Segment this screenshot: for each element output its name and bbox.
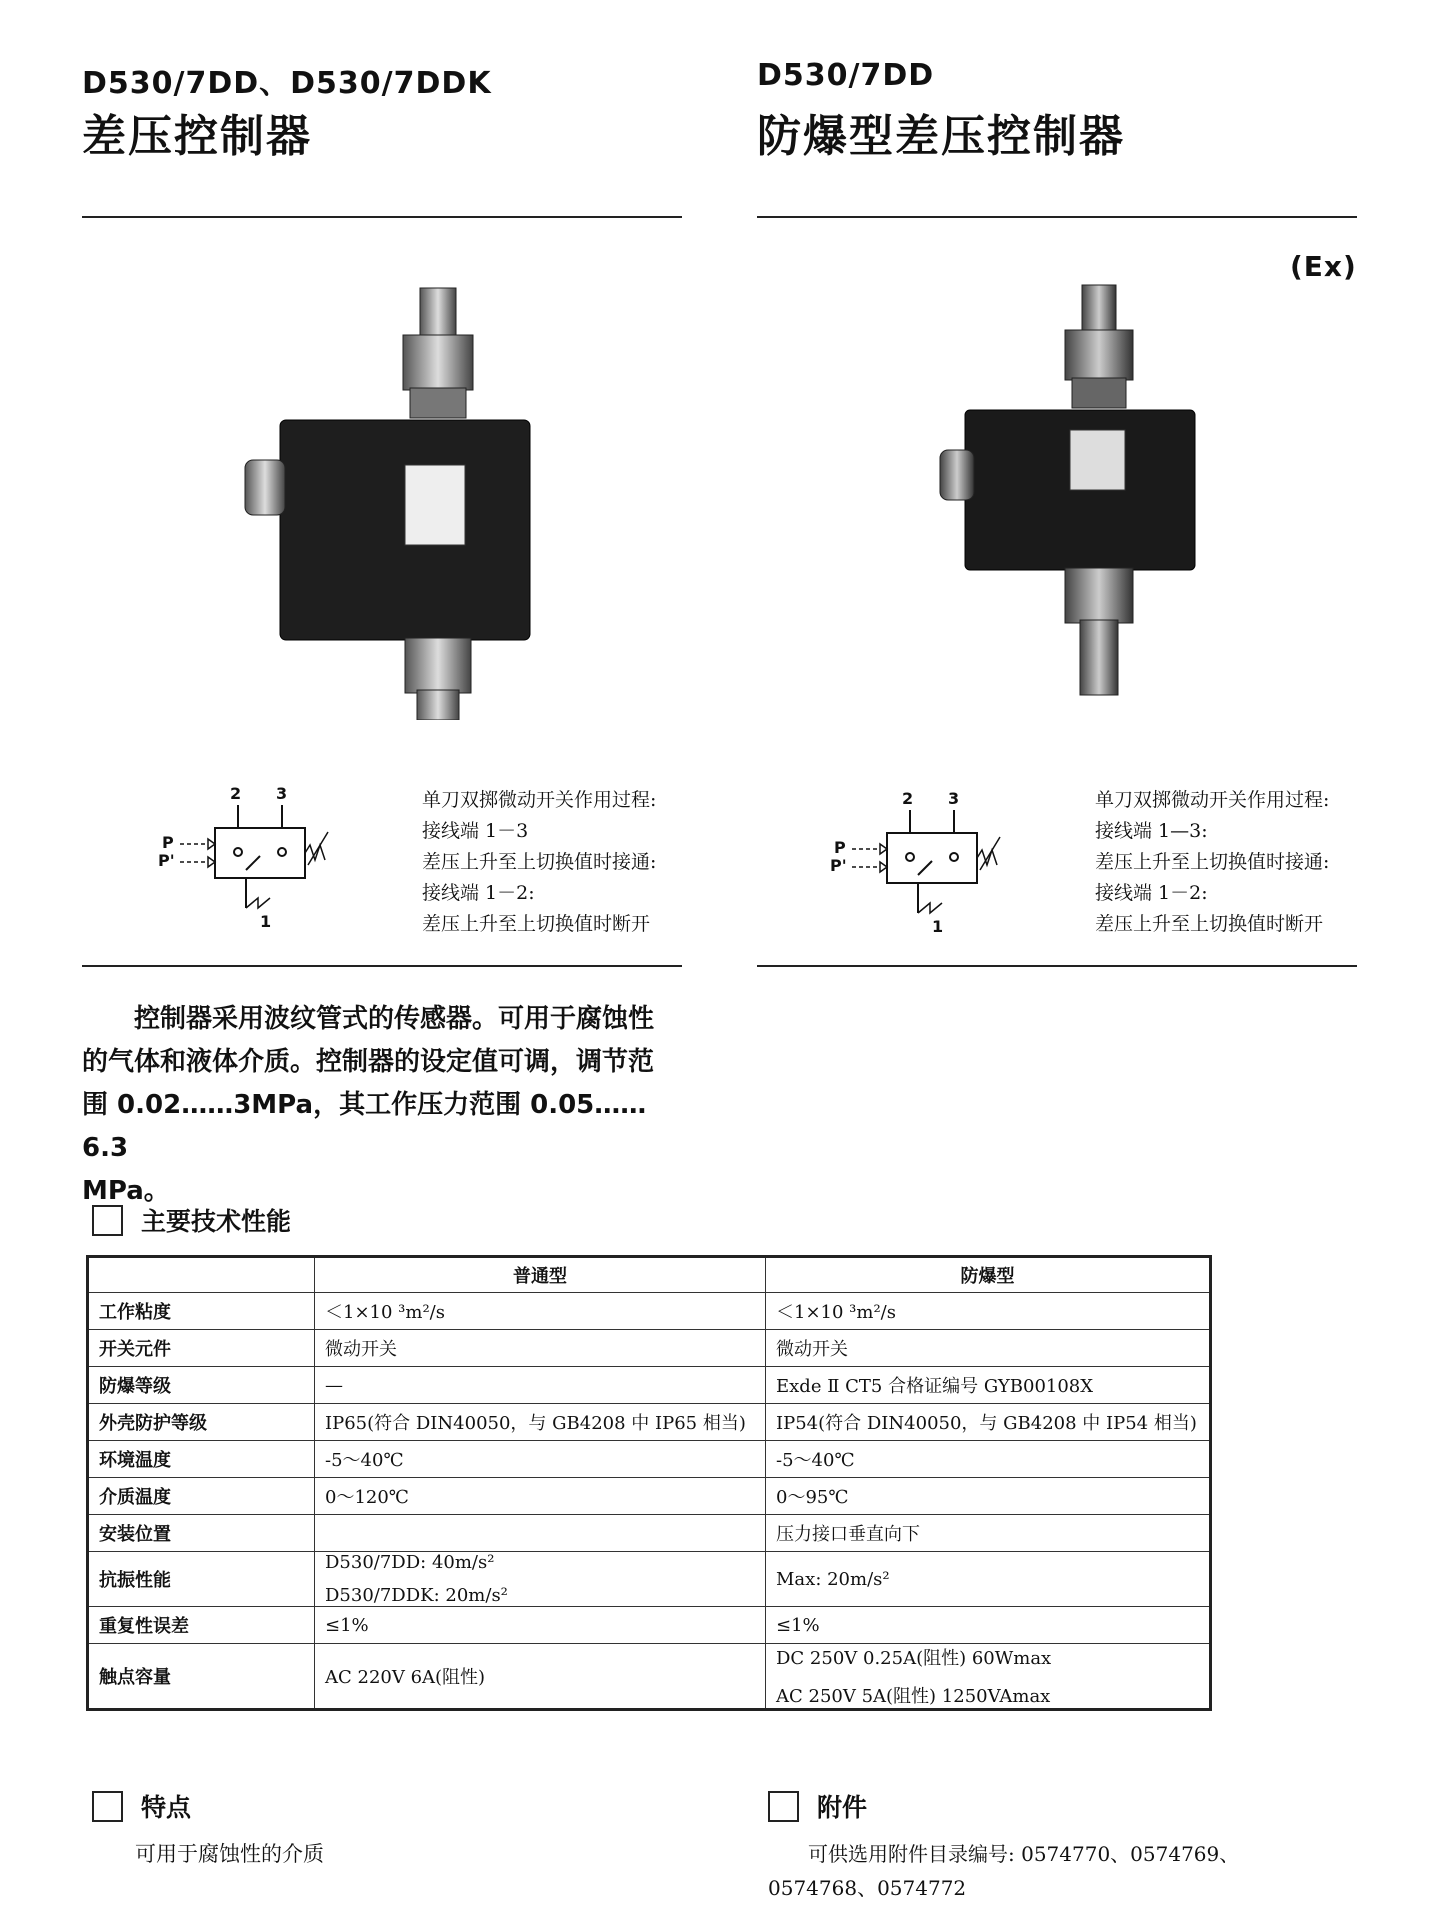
table-row xyxy=(88,1293,1211,1330)
pressure-p-label: P xyxy=(834,838,846,857)
spec-table xyxy=(86,1255,1212,1711)
intro-line: 围 0.02……3MPa，其工作压力范围 0.05……6.3 xyxy=(82,1090,647,1163)
left-caption-rule xyxy=(82,965,682,967)
accessories-text-line1: 可供选用附件目录编号: 0574770、0574769、 xyxy=(768,1842,1240,1866)
row-label: 开关元件 xyxy=(88,1330,315,1367)
cell-explosion-proof xyxy=(766,1330,1211,1367)
cell-explosion-proof xyxy=(766,1644,1211,1710)
intro-line: MPa。 xyxy=(82,1176,170,1206)
row-label: 环境温度 xyxy=(88,1441,315,1478)
row-label: 工作粘度 xyxy=(88,1293,315,1330)
terminal-2-label: 2 xyxy=(902,789,914,808)
cell-line: Max: 20m/s² xyxy=(776,1568,890,1590)
switch-symbol-right xyxy=(822,789,1002,945)
switch-symbol-left xyxy=(150,784,330,940)
cell-line: AC 220V 6A(阻性) xyxy=(325,1667,486,1688)
cell-line: ≤1% xyxy=(776,1614,820,1636)
intro-line: 控制器采用波纹管式的传感器。可用于腐蚀性 xyxy=(82,1004,655,1034)
row-label: 抗振性能 xyxy=(88,1552,315,1607)
row-label: 触点容量 xyxy=(88,1644,315,1710)
product-photo-standard xyxy=(225,280,555,720)
header-cell xyxy=(88,1257,315,1293)
left-title: 差压控制器 xyxy=(82,111,312,162)
table-row xyxy=(88,1552,1211,1607)
table-row xyxy=(88,1367,1211,1404)
cell-line: -5～40℃ xyxy=(776,1450,855,1471)
table-row xyxy=(88,1644,1211,1710)
features-heading xyxy=(92,1788,191,1824)
table-header-row xyxy=(88,1257,1211,1293)
cell-normal xyxy=(315,1478,766,1515)
cell-normal xyxy=(315,1644,766,1710)
right-switch-caption xyxy=(1095,785,1329,940)
cell-normal xyxy=(315,1515,766,1552)
checkbox-square-icon xyxy=(768,1791,799,1822)
right-model-number: D530/7DD xyxy=(757,58,935,93)
caption-line: 单刀双掷微动开关作用过程: xyxy=(1095,789,1330,811)
cell-line: 微动开关 xyxy=(325,1339,397,1360)
table-row xyxy=(88,1478,1211,1515)
pressure-p-label: P xyxy=(162,833,174,852)
row-label: 防爆等级 xyxy=(88,1367,315,1404)
caption-line: 差压上升至上切换值时断开 xyxy=(422,913,651,935)
right-caption-rule xyxy=(757,965,1357,967)
product-photo-explosion-proof xyxy=(920,280,1210,700)
features-heading-text: 特点 xyxy=(141,1793,192,1822)
caption-line: 接线端 1－3 xyxy=(422,820,529,842)
intro-paragraph xyxy=(82,998,692,1213)
right-title-rule xyxy=(757,216,1357,218)
caption-line: 单刀双掷微动开关作用过程: xyxy=(422,789,657,811)
cell-normal xyxy=(315,1404,766,1441)
header-cell-normal: 普通型 xyxy=(315,1257,766,1293)
cell-line: 0～120℃ xyxy=(325,1487,409,1508)
cell-line: D530/7DD: 40m/s² xyxy=(325,1552,495,1573)
row-label: 介质温度 xyxy=(88,1478,315,1515)
terminal-1-label: 1 xyxy=(260,912,272,931)
accessories-text-line2: 0574768、0574772 xyxy=(768,1876,967,1900)
ex-mark: (Ex) xyxy=(1290,250,1357,283)
pressure-p-prime-label: P' xyxy=(158,851,175,870)
cell-normal xyxy=(315,1607,766,1644)
cell-line: 0～95℃ xyxy=(776,1487,849,1508)
cell-line: ＜1×10 ³m²/s xyxy=(776,1302,896,1323)
caption-line: 差压上升至上切换值时断开 xyxy=(1095,913,1324,935)
accessories-heading-text: 附件 xyxy=(817,1793,868,1822)
table-row xyxy=(88,1330,1211,1367)
cell-explosion-proof xyxy=(766,1607,1211,1644)
accessories-heading xyxy=(768,1788,867,1824)
cell-normal xyxy=(315,1367,766,1404)
cell-line: 压力接口垂直向下 xyxy=(776,1524,920,1545)
cell-normal xyxy=(315,1293,766,1330)
terminal-3-label: 3 xyxy=(276,784,288,803)
cell-line: ＜1×10 ³m²/s xyxy=(325,1302,445,1323)
pressure-p-prime-label: P' xyxy=(830,856,847,875)
intro-line: 的气体和液体介质。控制器的设定值可调，调节范 xyxy=(82,1047,655,1077)
cell-line: — xyxy=(325,1374,343,1396)
cell-line: Exde Ⅱ CT5 合格证编号 GYB00108X xyxy=(776,1376,1094,1397)
spec-section-heading xyxy=(92,1202,291,1238)
left-model-number: D530/7DD、D530/7DDK xyxy=(82,66,492,101)
header-cell-explosion-proof: 防爆型 xyxy=(766,1257,1211,1293)
cell-explosion-proof xyxy=(766,1293,1211,1330)
caption-line: 差压上升至上切换值时接通: xyxy=(1095,851,1330,873)
right-title: 防爆型差压控制器 xyxy=(757,111,1125,162)
cell-line: 微动开关 xyxy=(776,1339,848,1360)
features-text: 可用于腐蚀性的介质 xyxy=(135,1842,324,1866)
spec-heading-text: 主要技术性能 xyxy=(141,1207,292,1236)
terminal-3-label: 3 xyxy=(948,789,960,808)
caption-line: 接线端 1－2: xyxy=(1095,882,1208,904)
cell-explosion-proof xyxy=(766,1367,1211,1404)
cell-line: IP65(符合 DIN40050，与 GB4208 中 IP65 相当) xyxy=(325,1413,746,1434)
row-label: 外壳防护等级 xyxy=(88,1404,315,1441)
terminal-1-label: 1 xyxy=(932,917,944,936)
caption-line: 差压上升至上切换值时接通: xyxy=(422,851,657,873)
cell-line: AC 250V 5A(阻性) 1250VAmax xyxy=(776,1686,1051,1707)
checkbox-square-icon xyxy=(92,1791,123,1822)
left-title-rule xyxy=(82,216,682,218)
cell-explosion-proof xyxy=(766,1404,1211,1441)
cell-explosion-proof xyxy=(766,1515,1211,1552)
cell-line: IP54(符合 DIN40050，与 GB4208 中 IP54 相当) xyxy=(776,1413,1197,1434)
cell-normal xyxy=(315,1441,766,1478)
row-label: 重复性误差 xyxy=(88,1607,315,1644)
caption-line: 接线端 1－2: xyxy=(422,882,535,904)
left-switch-caption xyxy=(422,785,656,940)
cell-normal xyxy=(315,1330,766,1367)
cell-line: -5～40℃ xyxy=(325,1450,404,1471)
cell-explosion-proof xyxy=(766,1478,1211,1515)
checkbox-square-icon xyxy=(92,1205,123,1236)
cell-explosion-proof xyxy=(766,1441,1211,1478)
table-row xyxy=(88,1515,1211,1552)
table-row xyxy=(88,1607,1211,1644)
caption-line: 接线端 1—3: xyxy=(1095,820,1208,842)
cell-line: D530/7DDK: 20m/s² xyxy=(325,1585,508,1606)
cell-normal xyxy=(315,1552,766,1607)
table-row xyxy=(88,1441,1211,1478)
table-row xyxy=(88,1404,1211,1441)
terminal-2-label: 2 xyxy=(230,784,242,803)
cell-line: ≤1% xyxy=(325,1614,369,1636)
row-label: 安装位置 xyxy=(88,1515,315,1552)
cell-line: DC 250V 0.25A(阻性) 60Wmax xyxy=(776,1648,1052,1669)
cell-explosion-proof xyxy=(766,1552,1211,1607)
